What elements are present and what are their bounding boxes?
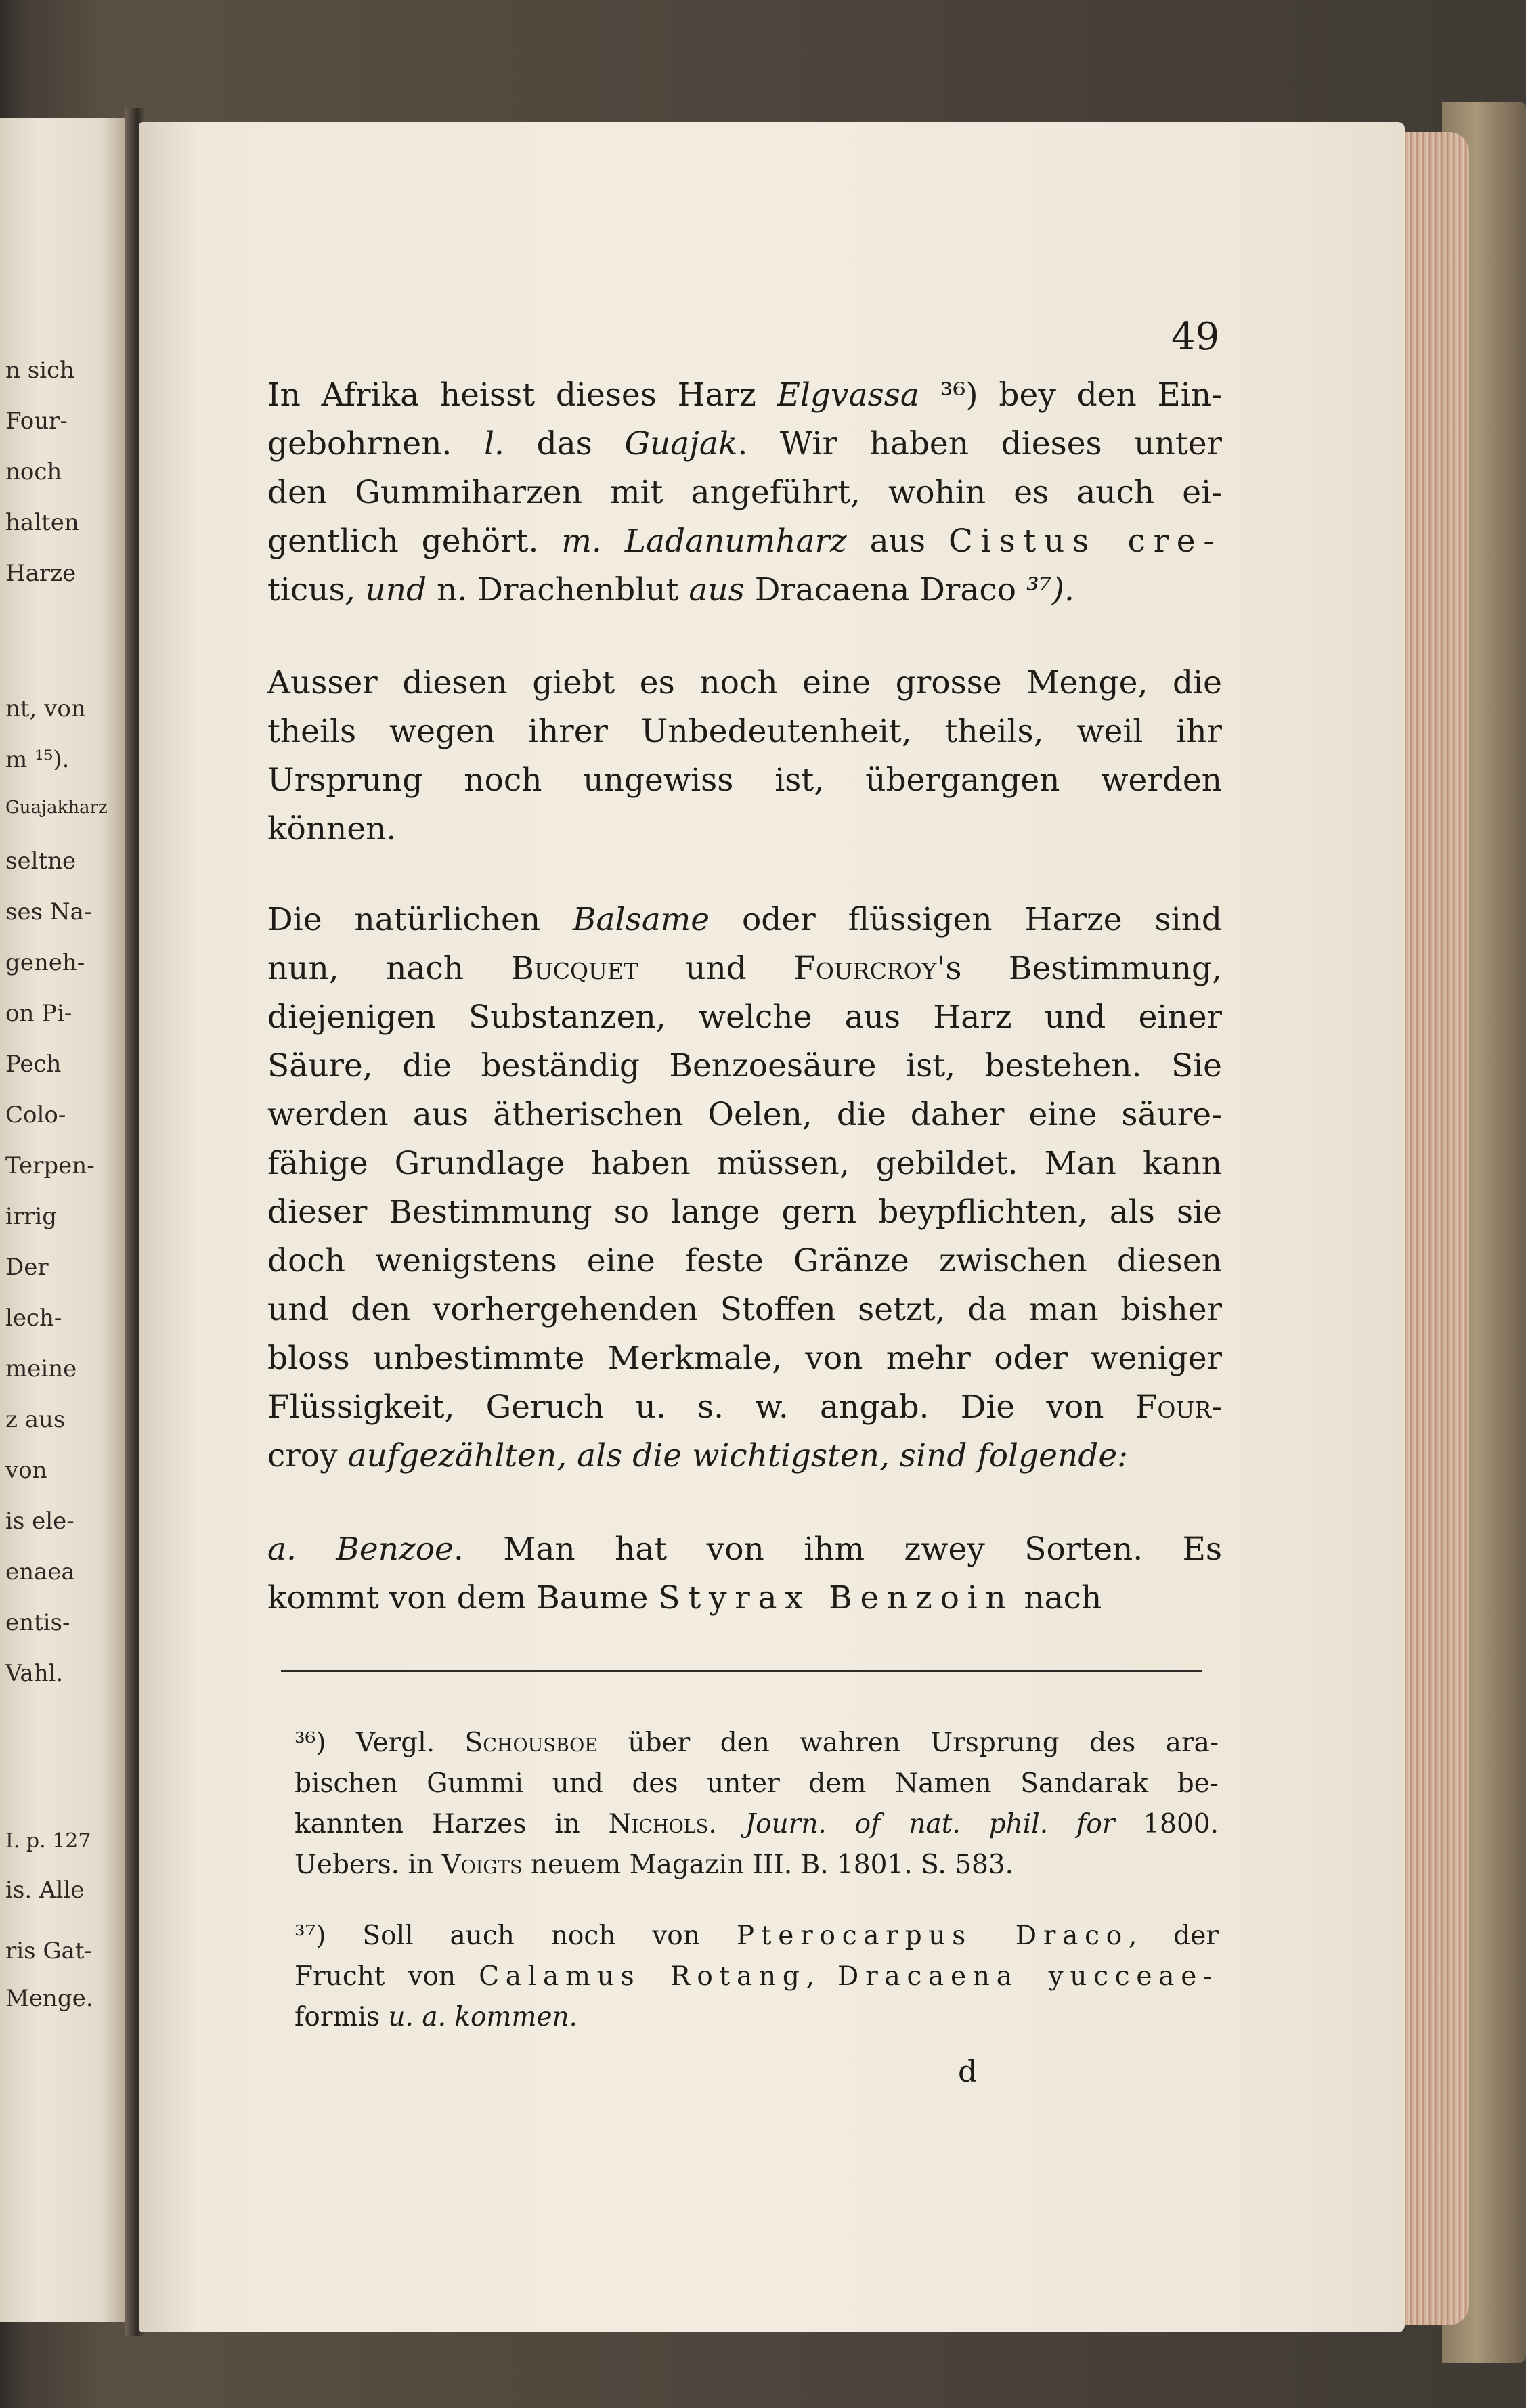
left-fragment: on Pi- [5,1000,72,1027]
left-page [0,118,125,2322]
left-fragment: I. p. 127 [5,1829,91,1853]
text-line: Säure, die beständig Benzoesäure ist, bestehen. Sie [267,1047,1222,1085]
left-fragment: halten [5,509,79,536]
text-line: nun, nach Bucquet und Fourcroy's Bestimmung, [267,950,1222,987]
text-line: Ursprung noch ungewiss ist, übergangen werden [267,762,1222,799]
left-fragment: z aus [5,1406,66,1433]
left-fragment: ses Na- [5,898,92,925]
text-line: croy aufgezählten, als die wichtigsten, sind folgende: [267,1437,1128,1474]
left-fragment: irrig [5,1203,58,1230]
left-fragment: Four- [5,408,68,435]
left-fragment: von [5,1457,47,1484]
text-line: den Gummiharzen mit angeführt, wohin es auch ei- [267,474,1222,511]
left-fragment: Terpen- [5,1152,95,1179]
left-fragment: nt, von [5,695,86,722]
text-line: fähige Grundlage haben müssen, gebildet. Man kann [267,1145,1222,1182]
left-fragment: entis- [5,1609,70,1636]
text-line: gebohrnen. l. das Guajak. Wir haben dieses unter [267,425,1222,462]
left-fragment: seltne [5,848,77,875]
page-number: 49 [1171,315,1220,359]
text-line: bischen Gummi und des unter dem Namen Sandarak be- [295,1768,1219,1799]
left-fragment: enaea [5,1558,75,1585]
text-line: Ausser diesen giebt es noch eine grosse Menge, die [267,664,1222,701]
text-line: formis u. a. kommen. [295,2002,578,2032]
left-fragment: is ele- [5,1508,74,1535]
footnote-rule [281,1670,1202,1672]
left-fragment: n sich [5,357,74,384]
text-line: Die natürlichen Balsame oder flüssigen Harze sind [267,901,1222,938]
left-fragment: Pech [5,1051,62,1078]
left-fragment: Colo- [5,1101,66,1129]
signature-mark: d [958,2055,978,2089]
text-line: Flüssigkeit, Geruch u. s. w. angab. Die von Four- [267,1388,1222,1426]
text-line: ticus, und n. Drachenblut aus Dracaena Draco ³⁷). [267,571,1074,609]
left-fragment: Vahl. [5,1660,64,1687]
left-fragment: Menge. [5,1985,93,2012]
text-line: können. [267,810,397,848]
text-line: Frucht von Calamus Rotang, Dracaena yucceae- [295,1961,1219,1992]
text-line: Uebers. in Voigts neuem Magazin III. B. 1801. S. 583. [295,1849,1014,1880]
left-fragment: ris Gat- [5,1938,92,1965]
text-line: kommt von dem Baume Styrax Benzoin nach [267,1579,1102,1617]
left-fragment: Harze [5,560,77,587]
text-line: werden aus ätherischen Oelen, die daher eine säure- [267,1096,1222,1133]
page-edges [1395,132,1469,2325]
left-fragment: Guajakharz [5,797,108,818]
text-line: theils wegen ihrer Unbedeutenheit, theils, weil ihr [267,713,1222,750]
text-line: In Afrika heisst dieses Harz Elgvassa ³⁶) bey den Ein- [267,376,1222,414]
left-fragment: Der [5,1254,49,1281]
left-fragment: geneh- [5,949,85,976]
text-line: diejenigen Substanzen, welche aus Harz und einer [267,999,1222,1036]
left-fragment: m ¹⁵). [5,746,70,773]
text-line: ³⁷) Soll auch noch von Pterocarpus Draco, der [295,1921,1219,1951]
left-fragment: meine [5,1355,77,1382]
text-line: gentlich gehört. m. Ladanumharz aus Cistus cre- [267,523,1222,560]
text-line: a. Benzoe. Man hat von ihm zwey Sorten. Es [267,1531,1223,1568]
left-fragment: is. Alle [5,1877,85,1904]
left-fragment: noch [5,458,62,485]
text-line: doch wenigstens eine feste Gränze zwischen diesen [267,1242,1222,1279]
text-line: dieser Bestimmung so lange gern beypflichten, als sie [267,1194,1222,1231]
text-line: und den vorhergehenden Stoffen setzt, da man bisher [267,1291,1222,1328]
text-line: bloss unbestimmte Merkmale, von mehr oder weniger [267,1340,1222,1377]
left-fragment: lech- [5,1305,62,1332]
text-line: ³⁶) Vergl. Schousboe über den wahren Ursprung des ara- [295,1728,1219,1758]
text-line: kannten Harzes in Nichols. Journ. of nat. phil. for 1800. [295,1809,1219,1839]
